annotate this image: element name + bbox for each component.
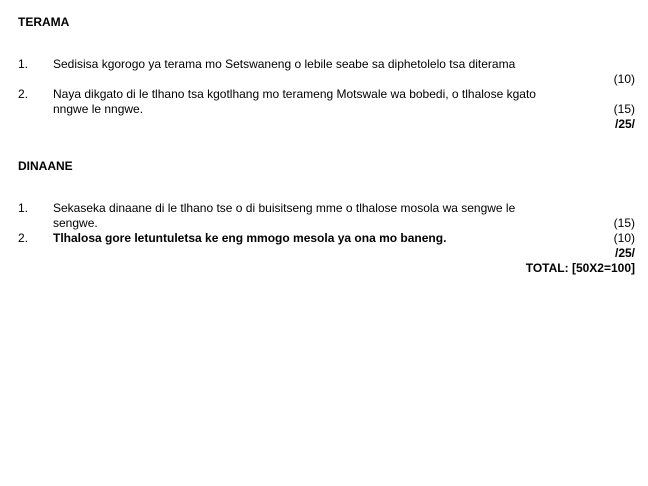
question-dinaane-2 xyxy=(18,231,635,246)
exam-page xyxy=(18,15,635,276)
question-number: 1. xyxy=(18,201,29,215)
question-text xyxy=(53,231,635,246)
question-marks: (10) xyxy=(613,72,635,86)
section-subtotal: /25/ xyxy=(614,246,635,260)
question-marks: (15) xyxy=(613,216,635,230)
question-text: Sedisisa kgorogo ya terama mo Setswaneng o lebile seabe sa diphetolelo tsa diterama xyxy=(53,57,516,71)
question-number: 2. xyxy=(18,87,29,101)
section-subtotal: /25/ xyxy=(614,117,635,131)
question-marks: (10) xyxy=(613,231,635,245)
grand-total: TOTAL: [50X2=100] xyxy=(525,261,635,275)
question-text-line: Sekaseka dinaane di le tlhano tse o di buisitseng mme o tlhalose mosola wa sengwe le xyxy=(53,201,516,215)
question-text xyxy=(53,87,635,117)
question-number: 1. xyxy=(18,57,29,71)
question-terama-2 xyxy=(18,87,635,117)
question-text-line: Naya dikgato di le tlhano tsa kgotlhang mo terameng Motswale wa bobedi, o tlhalose kgato xyxy=(53,87,536,101)
question-text xyxy=(53,201,635,231)
section-heading-dinaane: DINAANE xyxy=(18,159,73,173)
question-terama-1 xyxy=(18,57,635,72)
question-text-line: Tlhalosa gore letuntuletsa ke eng mmogo mesola ya ona mo baneng. xyxy=(53,231,447,245)
question-dinaane-1 xyxy=(18,201,635,231)
question-text-line-with-marks xyxy=(53,102,635,117)
question-marks: (15) xyxy=(613,102,635,116)
section-heading-terama: TERAMA xyxy=(18,15,70,29)
question-text-line-with-marks xyxy=(53,216,635,231)
question-text-line: nngwe le nngwe. xyxy=(53,102,144,116)
question-number: 2. xyxy=(18,231,29,245)
question-text-line: sengwe. xyxy=(53,216,98,230)
